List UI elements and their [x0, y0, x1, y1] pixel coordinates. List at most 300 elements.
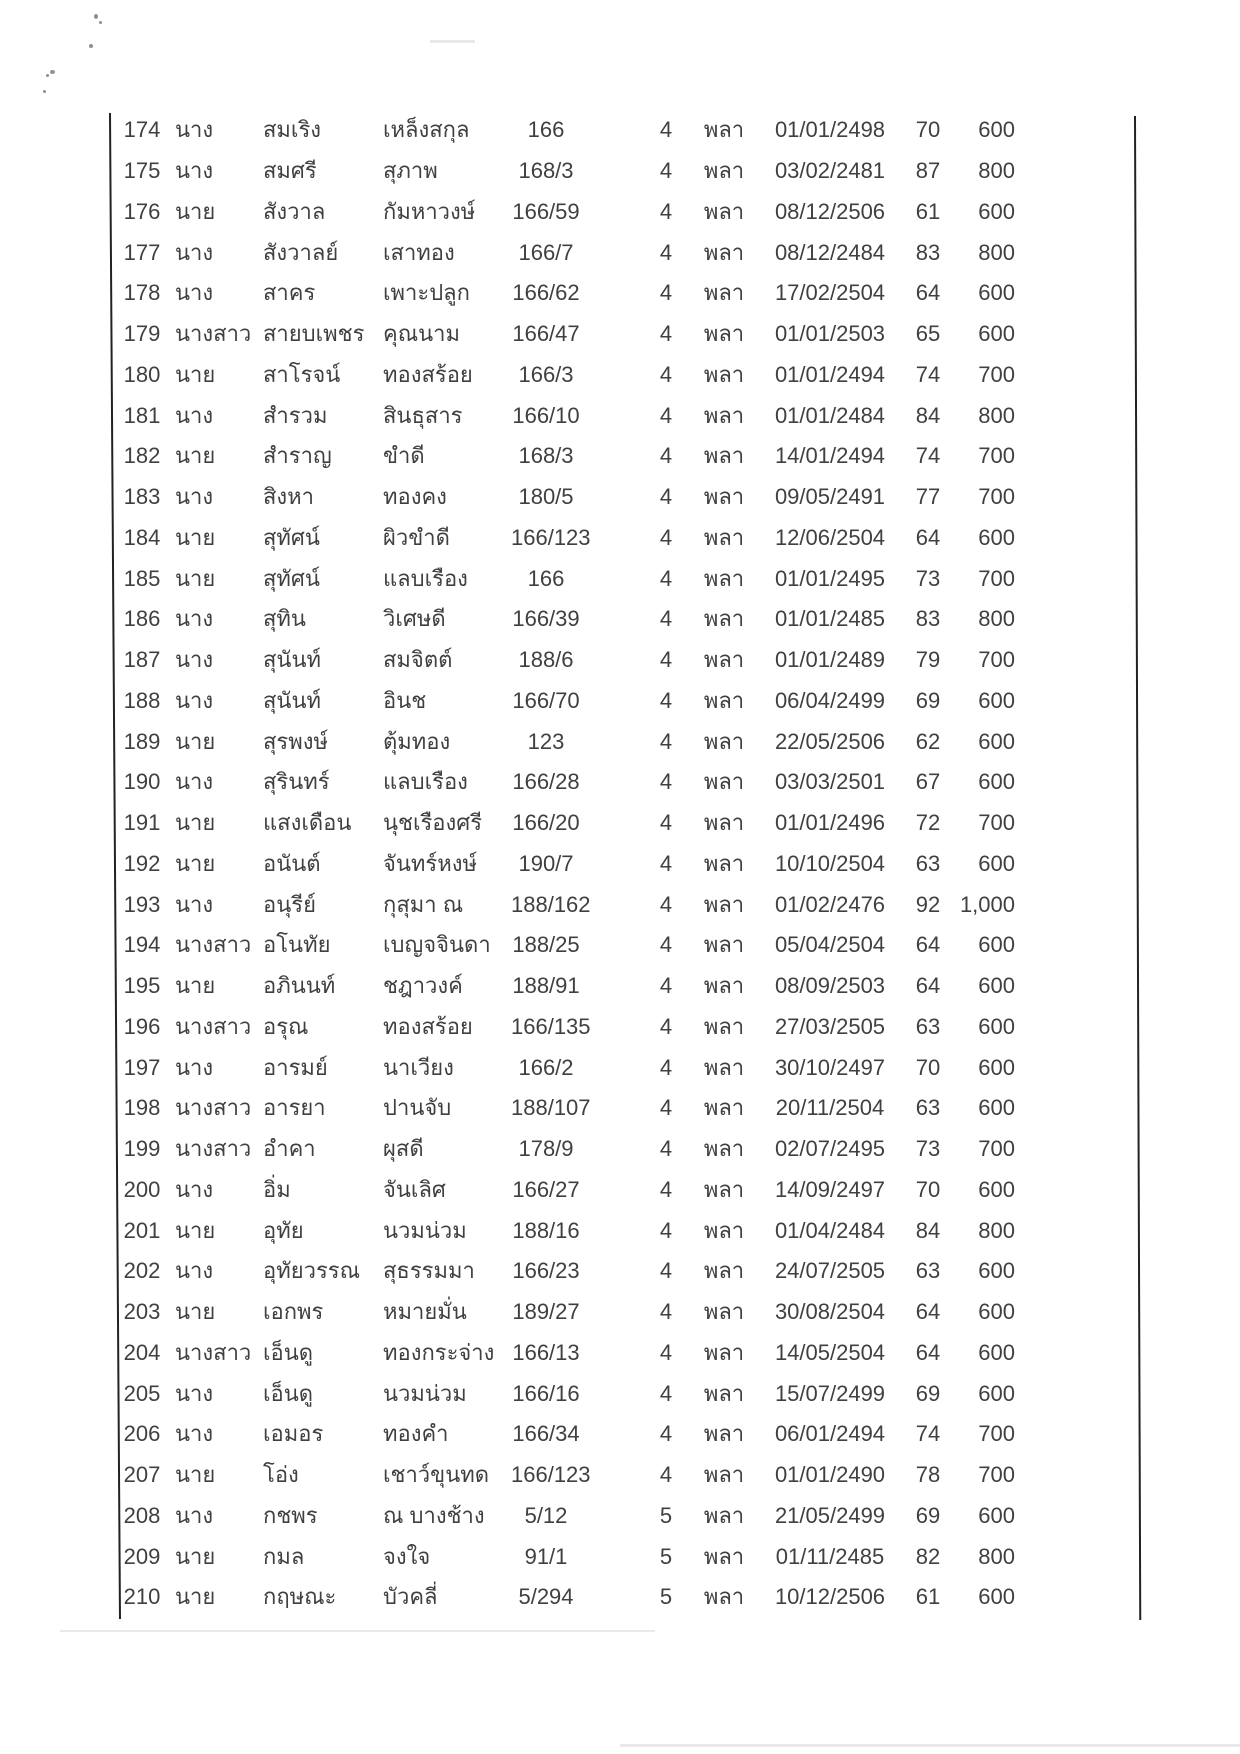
cell-moo: 4 — [659, 891, 673, 917]
cell-age: 84 — [915, 402, 941, 428]
cell-house-no: 166/2 — [518, 1054, 574, 1080]
cell-moo: 4 — [659, 1013, 673, 1039]
cell-age: 73 — [915, 1136, 941, 1162]
cell-age: 84 — [915, 1217, 941, 1243]
cell-first-name: โอ่ง — [263, 1462, 299, 1488]
cell-no: 177 — [123, 239, 161, 265]
table-row — [111, 192, 1135, 233]
scan-speck — [89, 44, 93, 48]
cell-house-no: 166/135 — [511, 1013, 591, 1039]
cell-last-name: สุภาพ — [383, 158, 438, 184]
cell-amount: 600 — [978, 932, 1015, 958]
cell-amount: 600 — [978, 769, 1015, 795]
cell-no: 187 — [123, 647, 161, 673]
cell-title: นาย — [175, 524, 216, 550]
cell-first-name: กมล — [263, 1543, 305, 1569]
cell-birth-date: 01/01/2485 — [774, 606, 886, 632]
cell-birth-date: 01/01/2498 — [774, 117, 886, 143]
cell-first-name: สุรินทร์ — [263, 769, 330, 795]
cell-moo: 4 — [659, 1095, 673, 1121]
cell-first-name: สุทัศน์ — [263, 565, 320, 591]
cell-amount: 700 — [978, 647, 1015, 673]
cell-moo: 4 — [659, 687, 673, 713]
cell-no: 207 — [123, 1462, 161, 1488]
cell-village: พลา — [703, 239, 745, 265]
cell-age: 64 — [915, 973, 941, 999]
table-row — [111, 1496, 1135, 1537]
cell-title: นาง — [175, 891, 214, 917]
cell-no: 185 — [123, 565, 161, 591]
cell-village: พลา — [703, 524, 745, 550]
cell-amount: 600 — [978, 1380, 1015, 1406]
cell-first-name: สังวาลย์ — [263, 239, 339, 265]
cell-birth-date: 15/07/2499 — [774, 1380, 886, 1406]
cell-moo: 4 — [659, 1217, 673, 1243]
cell-last-name: เชาว์ขุนทด — [383, 1462, 490, 1488]
cell-title: นาง — [175, 1502, 214, 1528]
cell-last-name: จงใจ — [383, 1543, 431, 1569]
cell-village: พลา — [703, 443, 745, 469]
cell-birth-date: 27/03/2505 — [774, 1013, 886, 1039]
cell-last-name: สินธุสาร — [383, 402, 463, 428]
cell-village: พลา — [703, 1095, 745, 1121]
cell-village: พลา — [703, 158, 745, 184]
cell-title: นาง — [175, 1421, 214, 1447]
cell-no: 183 — [123, 484, 161, 510]
cell-village: พลา — [703, 810, 745, 836]
cell-no: 209 — [123, 1543, 161, 1569]
cell-moo: 4 — [659, 810, 673, 836]
cell-village: พลา — [703, 1380, 745, 1406]
table-row — [111, 1373, 1135, 1414]
table-row — [111, 803, 1135, 844]
cell-birth-date: 10/10/2504 — [774, 850, 886, 876]
cell-moo: 4 — [659, 565, 673, 591]
cell-amount: 600 — [978, 1176, 1015, 1202]
cell-house-no: 166/3 — [518, 361, 574, 387]
cell-no: 196 — [123, 1013, 161, 1039]
table-row — [111, 395, 1135, 436]
cell-first-name: สำราญ — [263, 443, 332, 469]
cell-amount: 600 — [978, 1299, 1015, 1325]
table-row — [111, 232, 1135, 273]
cell-amount: 800 — [978, 158, 1015, 184]
cell-house-no: 166/16 — [512, 1380, 580, 1406]
cell-amount: 600 — [978, 1013, 1015, 1039]
cell-no: 202 — [123, 1258, 161, 1284]
cell-title: นาง — [175, 402, 214, 428]
cell-birth-date: 01/01/2489 — [774, 647, 886, 673]
cell-birth-date: 02/07/2495 — [774, 1136, 886, 1162]
cell-title: นาง — [175, 1380, 214, 1406]
cell-first-name: อารมย์ — [263, 1054, 328, 1080]
table-row — [111, 1292, 1135, 1333]
cell-age: 82 — [915, 1543, 941, 1569]
cell-first-name: สุทิน — [263, 606, 306, 632]
cell-first-name: อนุรีย์ — [263, 891, 316, 917]
cell-birth-date: 01/04/2484 — [774, 1217, 886, 1243]
cell-title: นาง — [175, 1258, 214, 1284]
cell-age: 79 — [915, 647, 941, 673]
cell-birth-date: 20/11/2504 — [775, 1095, 885, 1121]
cell-birth-date: 01/01/2490 — [774, 1462, 886, 1488]
cell-no: 195 — [123, 973, 161, 999]
cell-title: นาย — [175, 1299, 216, 1325]
cell-first-name: สำรวม — [263, 402, 328, 428]
cell-amount: 700 — [978, 484, 1015, 510]
cell-birth-date: 09/05/2491 — [774, 484, 886, 510]
cell-last-name: ทองสร้อย — [383, 1013, 473, 1039]
cell-moo: 5 — [659, 1502, 673, 1528]
cell-first-name: สายบเพชร — [263, 321, 365, 347]
cell-house-no: 166/7 — [518, 239, 574, 265]
cell-village: พลา — [703, 1421, 745, 1447]
cell-last-name: หมายมั่น — [383, 1299, 467, 1325]
cell-last-name: แลบเรือง — [383, 565, 468, 591]
cell-title: นาง — [175, 1054, 214, 1080]
cell-last-name: ขำดี — [383, 443, 425, 469]
cell-village: พลา — [703, 1502, 745, 1528]
cell-no: 180 — [123, 361, 161, 387]
cell-birth-date: 01/01/2494 — [774, 361, 886, 387]
cell-title: นาง — [175, 280, 214, 306]
cell-village: พลา — [703, 280, 745, 306]
cell-title: นาย — [175, 973, 216, 999]
cell-moo: 4 — [659, 1176, 673, 1202]
cell-village: พลา — [703, 402, 745, 428]
cell-house-no: 166 — [527, 565, 565, 591]
cell-title: นาง — [175, 117, 214, 143]
cell-first-name: อโนทัย — [263, 932, 331, 958]
cell-first-name: สาโรจน์ — [263, 361, 341, 387]
cell-last-name: จันทร์หงษ์ — [383, 850, 477, 876]
cell-village: พลา — [703, 1299, 745, 1325]
cell-birth-date: 10/12/2506 — [774, 1584, 886, 1610]
cell-first-name: แสงเดือน — [263, 810, 352, 836]
cell-no: 203 — [123, 1299, 161, 1325]
cell-title: นางสาว — [175, 321, 252, 347]
cell-title: นาง — [175, 769, 214, 795]
cell-title: นาย — [175, 728, 216, 754]
cell-moo: 5 — [659, 1584, 673, 1610]
table-row — [111, 1088, 1135, 1129]
cell-birth-date: 01/01/2503 — [774, 321, 886, 347]
cell-amount: 800 — [978, 402, 1015, 428]
cell-birth-date: 01/02/2476 — [774, 891, 886, 917]
cell-village: พลา — [703, 1462, 745, 1488]
cell-last-name: กัมหาวงษ์ — [383, 198, 476, 224]
cell-no: 193 — [123, 891, 161, 917]
cell-birth-date: 21/05/2499 — [774, 1502, 886, 1528]
cell-moo: 5 — [659, 1543, 673, 1569]
cell-first-name: สุรพงษ์ — [263, 728, 328, 754]
cell-no: 205 — [123, 1380, 161, 1406]
cell-no: 190 — [123, 769, 161, 795]
cell-last-name: อินช — [383, 687, 427, 713]
cell-house-no: 166/70 — [512, 687, 580, 713]
cell-village: พลา — [703, 1054, 745, 1080]
cell-age: 67 — [915, 769, 941, 795]
cell-age: 87 — [915, 158, 941, 184]
cell-last-name: เบญจจินดา — [383, 932, 491, 958]
cell-first-name: อำคา — [263, 1136, 316, 1162]
cell-moo: 4 — [659, 728, 673, 754]
cell-age: 74 — [915, 443, 941, 469]
cell-last-name: ชฎาวงค์ — [383, 973, 463, 999]
cell-last-name: เสาทอง — [383, 239, 455, 265]
table-row — [111, 436, 1135, 477]
cell-village: พลา — [703, 606, 745, 632]
cell-last-name: ทองสร้อย — [383, 361, 473, 387]
cell-birth-date: 01/01/2496 — [774, 810, 886, 836]
cell-birth-date: 30/08/2504 — [774, 1299, 886, 1325]
cell-title: นาย — [175, 1462, 216, 1488]
cell-house-no: 5/12 — [524, 1502, 568, 1528]
cell-title: นาย — [175, 850, 216, 876]
table-row — [111, 721, 1135, 762]
cell-moo: 4 — [659, 321, 673, 347]
cell-birth-date: 01/01/2484 — [774, 402, 886, 428]
cell-birth-date: 12/06/2504 — [774, 524, 886, 550]
cell-first-name: อุทัย — [263, 1217, 304, 1243]
cell-no: 197 — [123, 1054, 161, 1080]
cell-first-name: กฤษณะ — [263, 1584, 337, 1610]
cell-amount: 700 — [978, 443, 1015, 469]
cell-no: 188 — [123, 687, 161, 713]
cell-age: 64 — [915, 932, 941, 958]
cell-moo: 4 — [659, 117, 673, 143]
table-row — [111, 151, 1135, 192]
cell-amount: 600 — [978, 687, 1015, 713]
cell-age: 72 — [915, 810, 941, 836]
cell-birth-date: 08/12/2484 — [774, 239, 886, 265]
table-row — [111, 966, 1135, 1007]
cell-age: 78 — [915, 1462, 941, 1488]
cell-no: 176 — [123, 198, 161, 224]
cell-house-no: 188/25 — [512, 932, 580, 958]
scan-speck — [99, 21, 102, 24]
scan-speck — [43, 90, 46, 93]
cell-moo: 4 — [659, 524, 673, 550]
cell-amount: 600 — [978, 524, 1015, 550]
cell-village: พลา — [703, 932, 745, 958]
cell-first-name: สมศรี — [263, 158, 317, 184]
cell-age: 69 — [915, 1502, 941, 1528]
table-row — [111, 884, 1135, 925]
cell-moo: 4 — [659, 769, 673, 795]
cell-moo: 4 — [659, 1258, 673, 1284]
cell-birth-date: 06/01/2494 — [774, 1421, 886, 1447]
cell-birth-date: 14/05/2504 — [774, 1339, 886, 1365]
cell-village: พลา — [703, 1339, 745, 1365]
cell-last-name: ณ บางช้าง — [383, 1502, 485, 1528]
cell-amount: 600 — [978, 1584, 1015, 1610]
cell-no: 174 — [123, 117, 161, 143]
cell-moo: 4 — [659, 239, 673, 265]
cell-age: 63 — [915, 850, 941, 876]
cell-first-name: อภินนท์ — [263, 973, 336, 999]
cell-last-name: ผิวขำดี — [383, 524, 450, 550]
cell-moo: 4 — [659, 1054, 673, 1080]
cell-title: นาง — [175, 687, 214, 713]
cell-amount: 600 — [978, 1502, 1015, 1528]
cell-last-name: แลบเรือง — [383, 769, 468, 795]
cell-first-name: เอ็นดู — [263, 1380, 314, 1406]
cell-no: 199 — [123, 1136, 161, 1162]
cell-birth-date: 14/09/2497 — [774, 1176, 886, 1202]
cell-title: นางสาว — [175, 1339, 252, 1365]
cell-village: พลา — [703, 728, 745, 754]
cell-village: พลา — [703, 1584, 745, 1610]
cell-moo: 4 — [659, 1299, 673, 1325]
cell-title: นาง — [175, 606, 214, 632]
cell-moo: 4 — [659, 1136, 673, 1162]
cell-village: พลา — [703, 321, 745, 347]
cell-moo: 4 — [659, 443, 673, 469]
cell-no: 204 — [123, 1339, 161, 1365]
cell-birth-date: 22/05/2506 — [774, 728, 886, 754]
table-row — [111, 110, 1135, 151]
cell-house-no: 166 — [527, 117, 565, 143]
cell-first-name: สุทัศน์ — [263, 524, 320, 550]
cell-title: นาย — [175, 443, 216, 469]
cell-amount: 600 — [978, 321, 1015, 347]
cell-no: 200 — [123, 1176, 161, 1202]
cell-age: 83 — [915, 606, 941, 632]
cell-moo: 4 — [659, 198, 673, 224]
scan-streak — [430, 40, 475, 43]
table-row — [111, 1007, 1135, 1048]
cell-age: 70 — [915, 1176, 941, 1202]
cell-title: นาง — [175, 1176, 214, 1202]
cell-first-name: อุทัยวรรณ — [263, 1258, 361, 1284]
cell-first-name: สิงหา — [263, 484, 315, 510]
table-row — [111, 599, 1135, 640]
table-row — [111, 1210, 1135, 1251]
cell-first-name: อารยา — [263, 1095, 326, 1121]
table-row — [111, 762, 1135, 803]
cell-house-no: 5/294 — [518, 1584, 574, 1610]
cell-amount: 800 — [978, 606, 1015, 632]
table-row — [111, 844, 1135, 885]
cell-last-name: นุชเรืองศรี — [383, 810, 483, 836]
cell-first-name: อิ่ม — [263, 1176, 291, 1202]
table-row — [111, 1455, 1135, 1496]
cell-moo: 4 — [659, 484, 673, 510]
cell-first-name: สุนันท์ — [263, 687, 322, 713]
cell-village: พลา — [703, 973, 745, 999]
cell-last-name: จันเลิศ — [383, 1176, 446, 1202]
cell-house-no: 123 — [527, 728, 565, 754]
cell-village: พลา — [703, 1176, 745, 1202]
cell-last-name: ตุ้มทอง — [383, 728, 451, 754]
cell-no: 194 — [123, 932, 161, 958]
cell-age: 63 — [915, 1258, 941, 1284]
cell-moo: 4 — [659, 158, 673, 184]
cell-amount: 600 — [978, 1054, 1015, 1080]
cell-house-no: 188/162 — [511, 891, 591, 917]
cell-first-name: เอกพร — [263, 1299, 324, 1325]
cell-house-no: 188/91 — [512, 973, 580, 999]
cell-first-name: กชพร — [263, 1502, 318, 1528]
cell-amount: 700 — [978, 1421, 1015, 1447]
cell-house-no: 168/3 — [518, 158, 574, 184]
table-row — [111, 1129, 1135, 1170]
cell-house-no: 166/13 — [512, 1339, 580, 1365]
cell-age: 64 — [915, 524, 941, 550]
cell-moo: 4 — [659, 932, 673, 958]
cell-village: พลา — [703, 198, 745, 224]
cell-house-no: 166/23 — [512, 1258, 580, 1284]
scan-streak — [620, 1744, 1240, 1747]
cell-house-no: 166/27 — [512, 1176, 580, 1202]
cell-moo: 4 — [659, 973, 673, 999]
cell-house-no: 166/59 — [512, 198, 580, 224]
cell-village: พลา — [703, 484, 745, 510]
table-row — [111, 640, 1135, 681]
cell-birth-date: 30/10/2497 — [774, 1054, 886, 1080]
cell-age: 69 — [915, 1380, 941, 1406]
cell-moo: 4 — [659, 361, 673, 387]
cell-last-name: คุณนาม — [383, 321, 461, 347]
cell-amount: 700 — [978, 361, 1015, 387]
cell-age: 92 — [915, 891, 941, 917]
cell-moo: 4 — [659, 1421, 673, 1447]
cell-age: 77 — [915, 484, 941, 510]
cell-amount: 800 — [978, 1543, 1015, 1569]
cell-moo: 4 — [659, 280, 673, 306]
cell-last-name: บัวคลี่ — [383, 1584, 438, 1610]
cell-age: 69 — [915, 687, 941, 713]
cell-no: 198 — [123, 1095, 161, 1121]
cell-first-name: สาคร — [263, 280, 316, 306]
cell-house-no: 180/5 — [518, 484, 574, 510]
cell-no: 201 — [123, 1217, 161, 1243]
cell-village: พลา — [703, 687, 745, 713]
cell-amount: 600 — [978, 198, 1015, 224]
cell-birth-date: 08/12/2506 — [774, 198, 886, 224]
cell-moo: 4 — [659, 1380, 673, 1406]
scan-streak — [60, 1630, 655, 1632]
cell-age: 64 — [915, 1299, 941, 1325]
cell-amount: 700 — [978, 1136, 1015, 1162]
cell-age: 70 — [915, 117, 941, 143]
cell-house-no: 166/34 — [512, 1421, 580, 1447]
cell-last-name: ทองคง — [383, 484, 447, 510]
cell-first-name: สุนันท์ — [263, 647, 322, 673]
cell-house-no: 178/9 — [518, 1136, 574, 1162]
cell-village: พลา — [703, 1136, 745, 1162]
cell-age: 70 — [915, 1054, 941, 1080]
table-row — [111, 314, 1135, 355]
cell-village: พลา — [703, 647, 745, 673]
cell-birth-date: 08/09/2503 — [774, 973, 886, 999]
cell-house-no: 189/27 — [512, 1299, 580, 1325]
cell-no: 179 — [123, 321, 161, 347]
cell-house-no: 190/7 — [518, 850, 574, 876]
table-row — [111, 518, 1135, 559]
cell-first-name: เอมอร — [263, 1421, 324, 1447]
cell-age: 65 — [915, 321, 941, 347]
cell-birth-date: 17/02/2504 — [774, 280, 886, 306]
cell-village: พลา — [703, 1258, 745, 1284]
cell-age: 61 — [915, 198, 941, 224]
cell-age: 74 — [915, 361, 941, 387]
cell-house-no: 166/47 — [512, 321, 580, 347]
cell-village: พลา — [703, 850, 745, 876]
cell-village: พลา — [703, 891, 745, 917]
table-row — [111, 681, 1135, 722]
